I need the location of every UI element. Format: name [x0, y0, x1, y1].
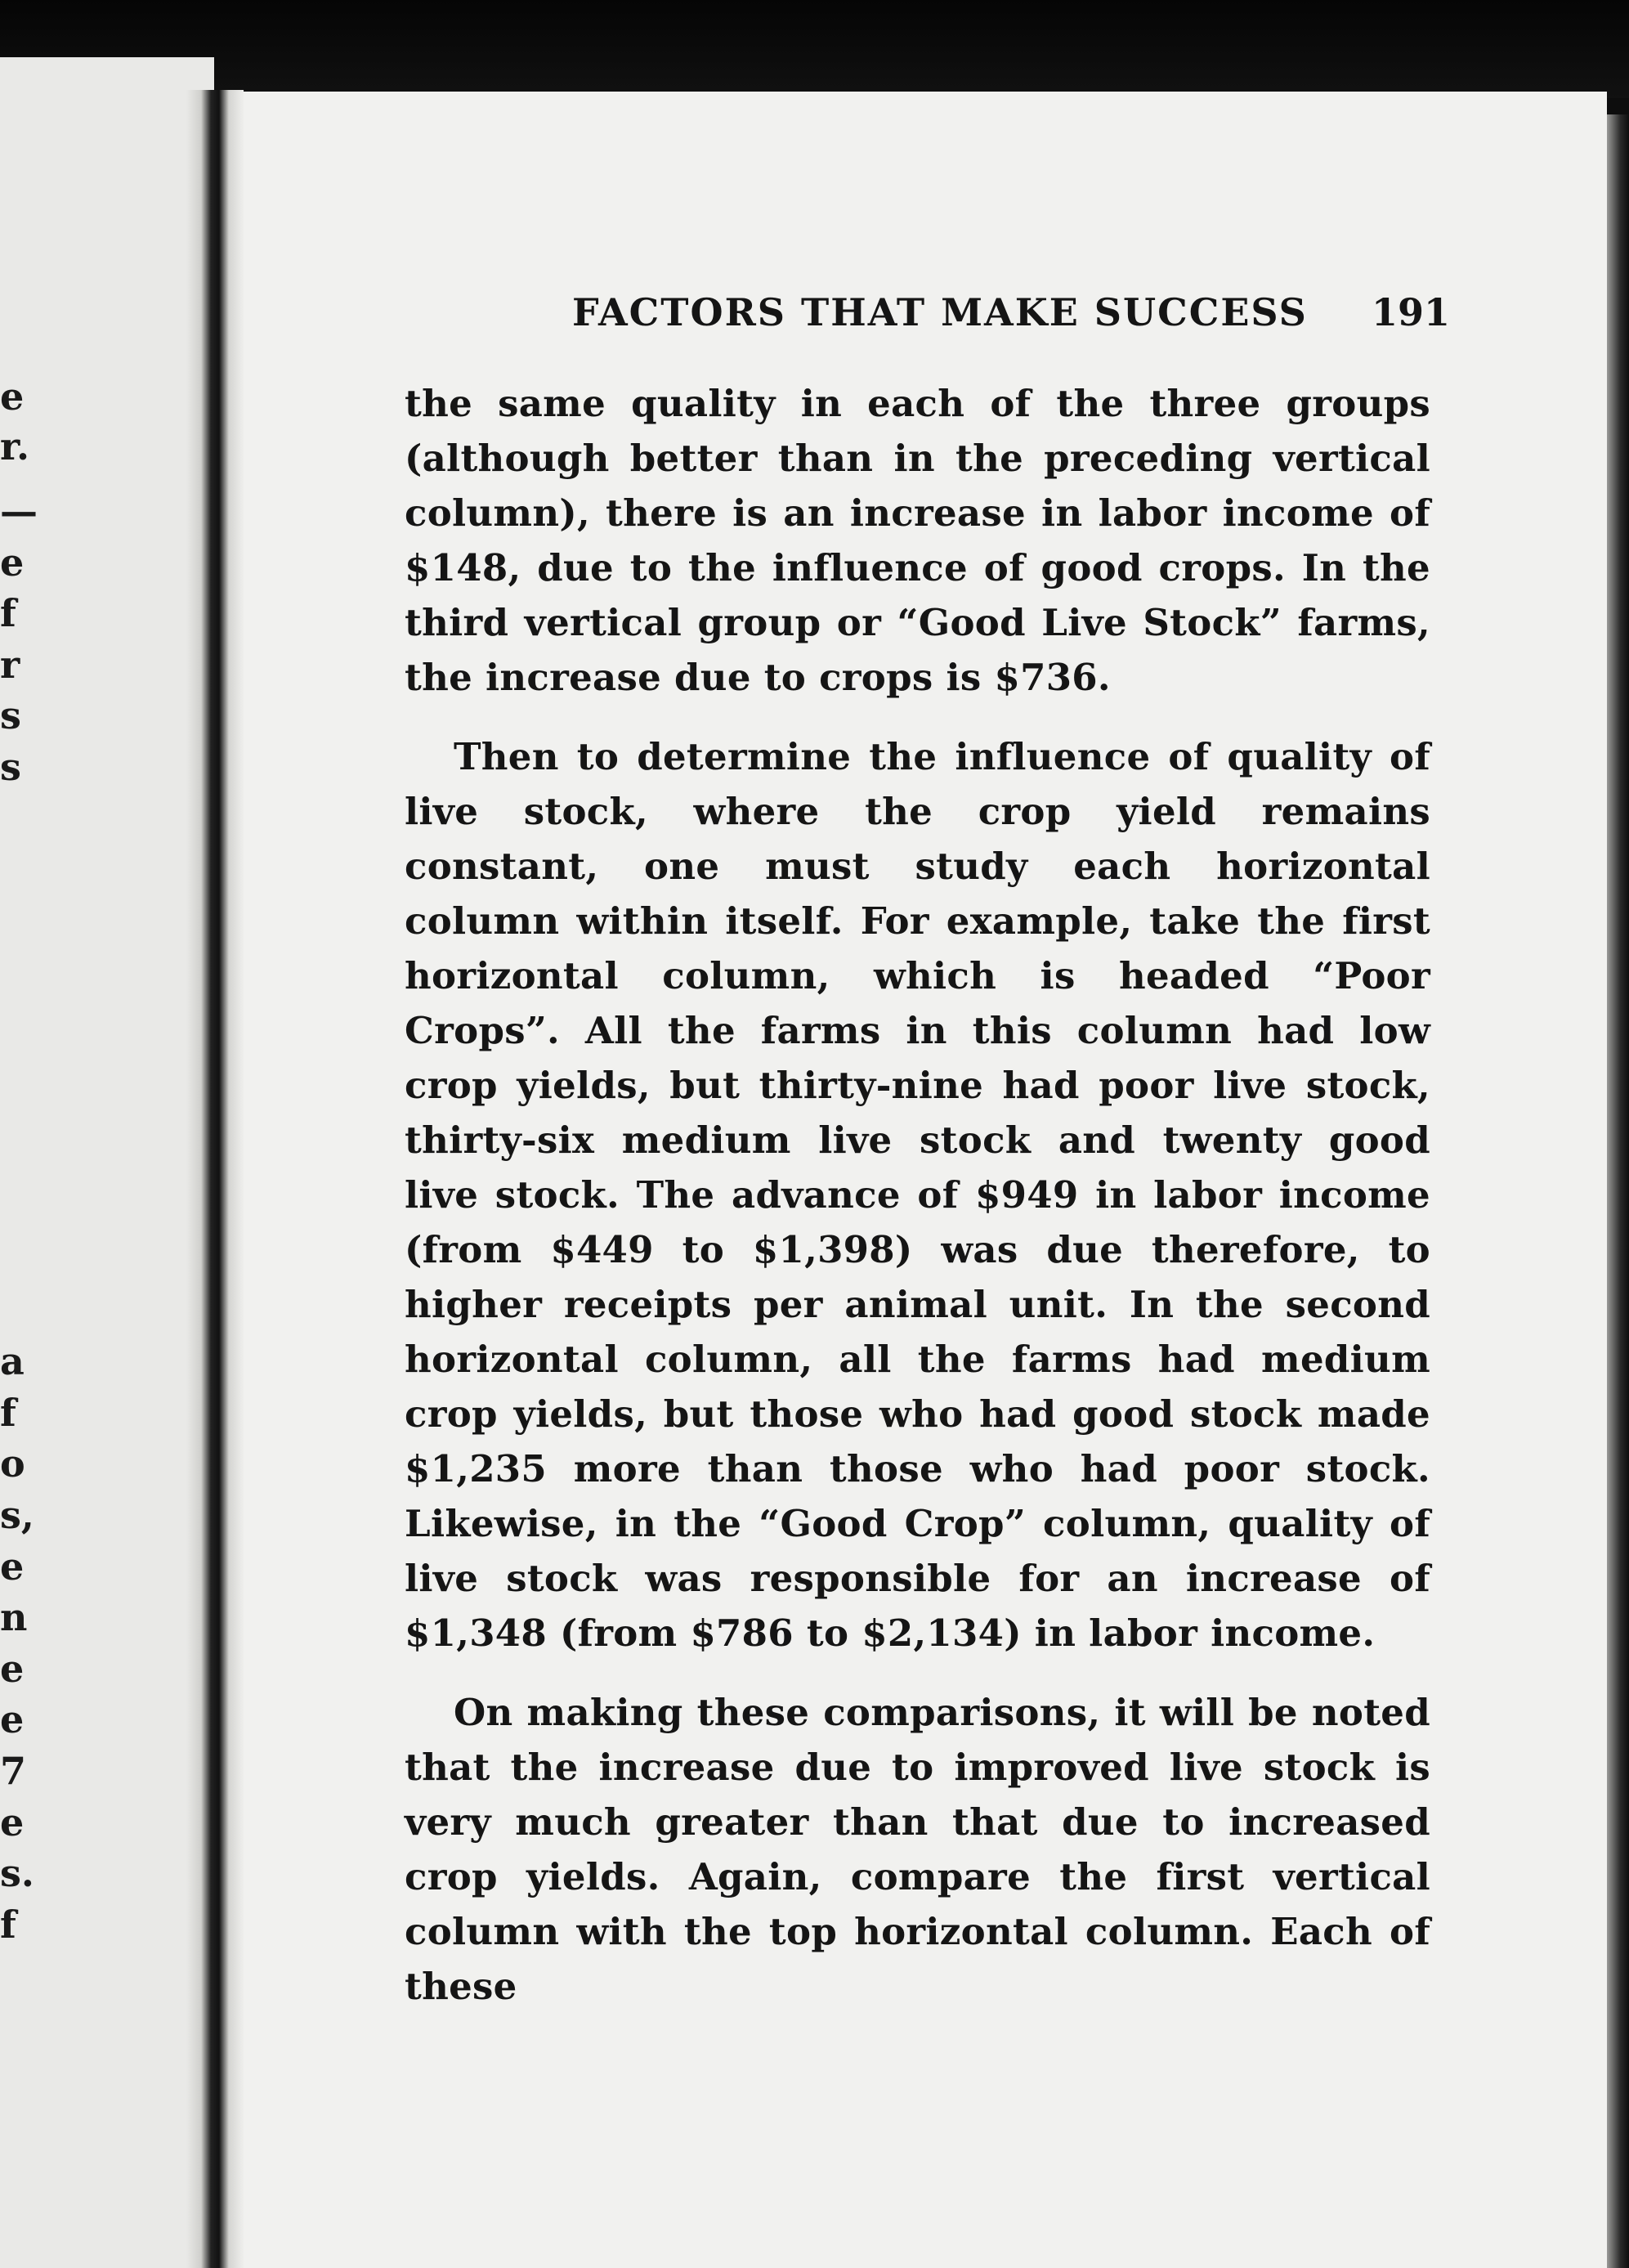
left-fragment: e — [0, 1697, 25, 1741]
left-fragment: f — [0, 591, 16, 635]
left-fragment: e — [0, 1647, 25, 1691]
paragraph: On making these comparisons, it will be noted that the increase due to improved live stock is very much greater than that due to increased crop yields. Again, compare the first vertical column with the top horizontal column. Each of these — [405, 1691, 1430, 2008]
page-number: 191 — [1372, 290, 1451, 334]
left-fragment: r — [0, 643, 20, 687]
left-fragment: s — [0, 693, 21, 737]
paragraph: Then to determine the influence of quality of live stock, where the crop yield remains constant, one must study each horizontal column within itself. For example, take the first horizontal column, which is headed “Poor Crops”. All the farms in this column had low crop yields, but thirty-nine had poor live stock, thirty-six medium live stock and twenty good live stock. The advance of $949 in labor income (from $449 to $1,398) was due therefore, to higher receipts per animal unit. In the second horizontal column, all the farms had medium crop yields, but those who had good stock made $1,235 more than those who had poor stock. Likewise, in the “Good Crop” column, quality of live stock was responsible for an increase of $1,348 (from $786 to $2,134) in labor income. — [405, 735, 1430, 1655]
paragraph: the same quality in each of the three groups (although better than in the preceding vertical column), there is an increase in labor income of $148, due to the influence of good crops. In the third vertical group or “Good Live Stock” farms, the increase due to crops is $736. — [405, 382, 1430, 699]
body-text — [405, 376, 1430, 2014]
left-fragment: e — [0, 540, 25, 585]
book-gutter — [186, 90, 244, 2268]
left-fragment: — — [0, 489, 38, 533]
scan-top-shadow — [0, 0, 1629, 98]
left-fragment: s, — [0, 1493, 34, 1537]
left-fragment: o — [0, 1441, 25, 1486]
left-fragment: r. — [0, 424, 30, 468]
left-fragment: e — [0, 374, 25, 419]
left-fragment: a — [0, 1339, 25, 1383]
left-fragment: s — [0, 745, 21, 789]
left-fragment: n — [0, 1595, 28, 1639]
left-fragment: f — [0, 1391, 16, 1435]
left-fragment: e — [0, 1800, 25, 1844]
left-fragment: s. — [0, 1851, 34, 1895]
left-fragment: e — [0, 1544, 25, 1589]
running-head: FACTORS THAT MAKE SUCCESS — [572, 290, 1308, 334]
left-page — [0, 57, 214, 2268]
left-page-text-fragments — [0, 57, 49, 2268]
left-fragment: 7 — [0, 1749, 27, 1793]
left-fragment: f — [0, 1903, 16, 1947]
page-edge — [1607, 114, 1629, 2268]
